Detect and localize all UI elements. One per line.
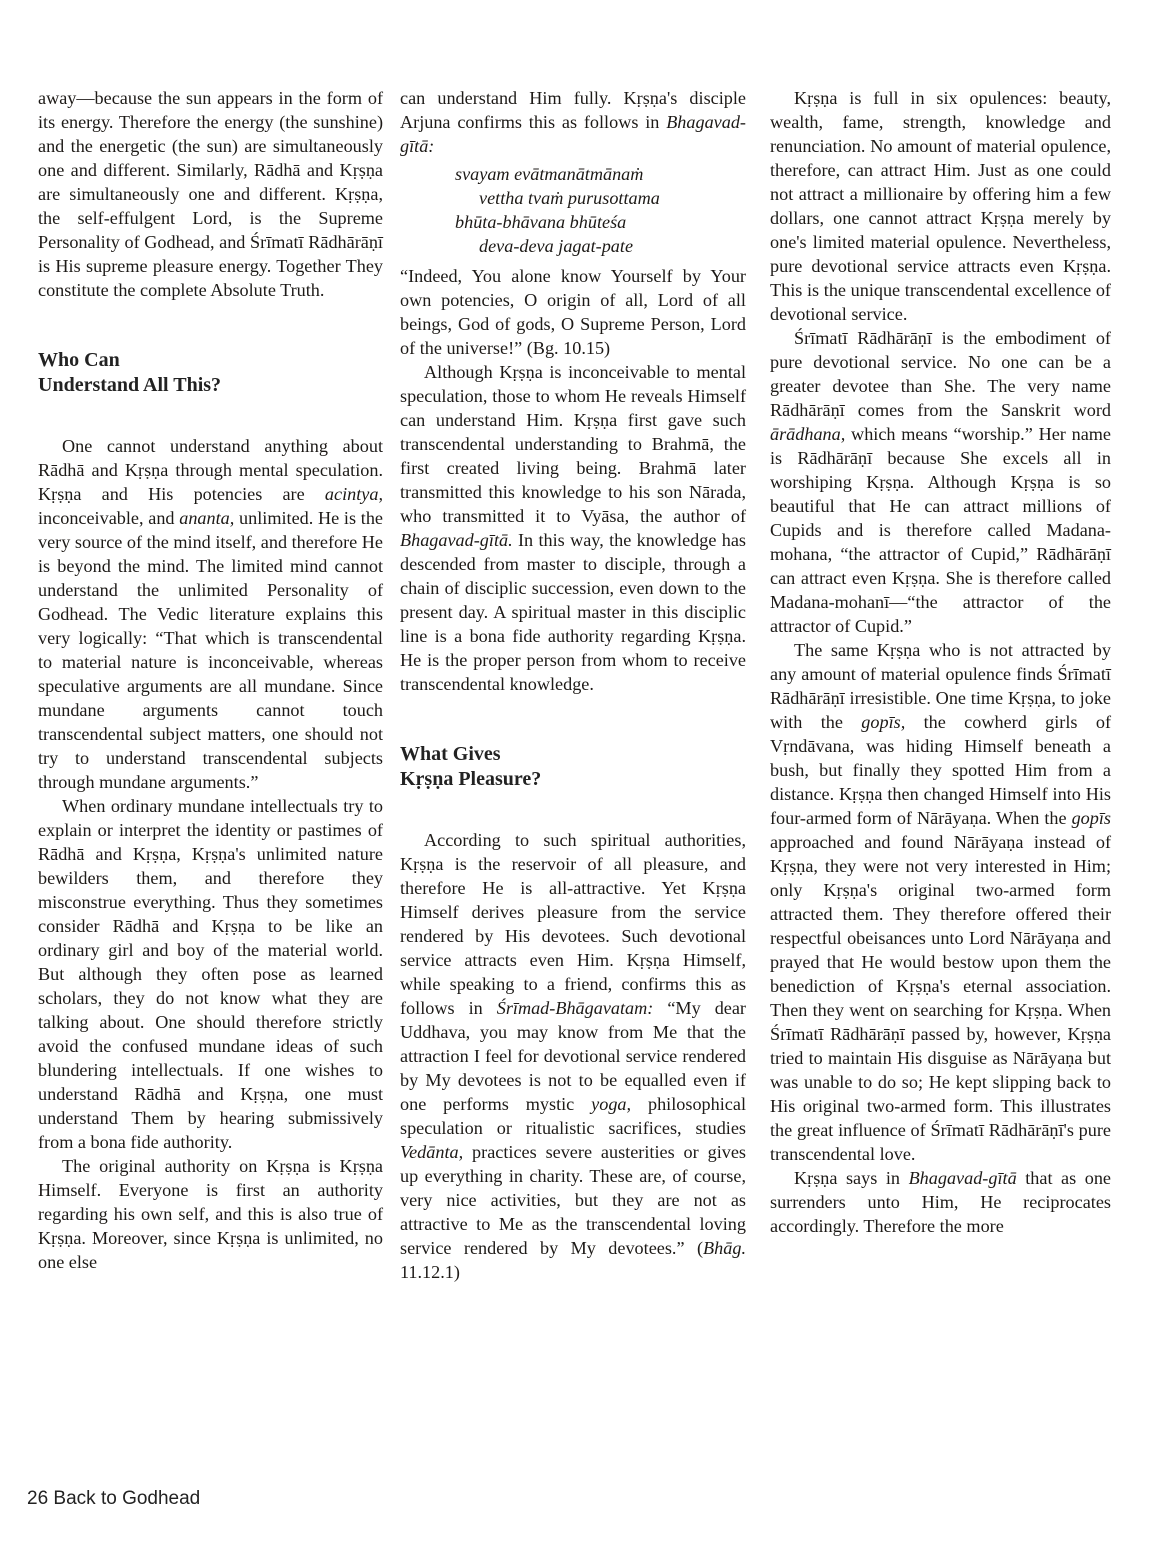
paragraph xyxy=(400,828,746,1284)
italic-text: Bhagavad-gītā. xyxy=(400,530,513,550)
text-run: Kṛṣṇa says in xyxy=(794,1168,909,1188)
italic-text: gopīs xyxy=(1071,808,1111,828)
text-run: When ordinary mundane intellectuals try to explain or interpret the identity or pastimes of Rādhā and Kṛṣṇa, Kṛṣṇa's unlimited nature bewilders them, and therefore they misconstrue everything. Thus they sometimes consider Rādhā and Kṛṣṇa to be like an ordinary girl and boy of the material world. But although they often pose as learned scholars, they do not know what they are talking about. One should therefore strictly avoid the confused mundane ideas of such blundering intellectuals. If one wishes to understand Rādhā and Kṛṣṇa, one must understand Them by hearing submissively from a bona fide authority. xyxy=(38,796,383,1152)
paragraph xyxy=(770,1166,1111,1238)
text-run: inconceivable, and xyxy=(38,508,180,528)
paragraph xyxy=(770,638,1111,1166)
italic-text: acintya, xyxy=(324,484,383,504)
text-run: In this way, the knowledge has descended from master to disciple, through a chain of disciplic succession, even down to the present day. A spiritual master in this disciplic line is a bona fide authority regarding Kṛṣṇa. He is the proper person from whom to receive transcendental knowledge. xyxy=(400,530,746,694)
heading-line: Who Can xyxy=(38,349,120,371)
italic-text: Śrīmad-Bhāgavatam: xyxy=(496,998,654,1018)
text-run: which means “worship.” Her name is Rādhārāṇī because She excels all in worshiping Kṛṣṇa. Although Kṛṣṇa is so beautiful that He can attract millions of Cupids and is therefore called Madana-mohana, “the attractor of Cupid,” Rādhārāṇī can attract even Kṛṣṇa. She is therefore called Madana-mohanī—“the attractor of the attractor of Cupid.” xyxy=(770,424,1111,636)
text-run: The same Kṛṣṇa who is not attracted by any amount of material opulence finds Śrīmatī Rādhārāṇī irresistible. One time Kṛṣṇa, to joke with the xyxy=(770,640,1111,732)
text-run: Śrīmatī Rādhārāṇī is the embodiment of pure devotional service. No one can be a greater devotee than She. The very name Rādhārāṇī comes from the Sanskrit word xyxy=(770,328,1111,420)
text-run: “My dear Uddhava, you may know from Me that the attraction I feel for devotional service rendered by My devotees is not to be equalled even if one performs mystic xyxy=(400,998,746,1114)
heading-line: What Gives xyxy=(400,743,501,765)
text-run: away—because the sun appears in the form of its energy. Therefore the energy (the sunshine) and the energetic (the sun) are simultaneously one and different. Similarly, Rādhā and Kṛṣṇa are simultaneously one and different. Kṛṣṇa, the self-effulgent Lord, is the Supreme Personality of Godhead, and Śrīmatī Rādhārāṇī is His supreme pleasure energy. Together They constitute the complete Absolute Truth. xyxy=(38,88,383,300)
text-run: can understand Him fully. Kṛṣṇa's disciple Arjuna confirms this as follows in xyxy=(400,88,746,132)
paragraph xyxy=(400,264,746,360)
text-run: philosophical speculation or ritualistic sacrifices, studies xyxy=(400,1094,746,1138)
text-run: unlimited. He is the very source of the mind itself, and therefore He is beyond the mind. The limited mind cannot understand the unlimited Personality of Godhead. The Vedic literature explains this very logically: “That which is transcendental to material nature is inconceivable, whereas speculative arguments are all mundane. Since mundane arguments cannot touch transcendental subject matters, one should not try to understand transcendental subjects through mundane arguments.” xyxy=(38,508,383,792)
italic-text: Bhagavad-gītā xyxy=(908,1168,1017,1188)
text-run: According to such spiritual authorities, Kṛṣṇa is the reservoir of all pleasure, and therefore He is all-attractive. Yet Kṛṣṇa Himself derives pleasure from the service rendered by His devotees. Such devotional service attracts even Him. Kṛṣṇa Himself, while speaking to a friend, confirms this as follows in xyxy=(400,830,746,1018)
paragraph xyxy=(770,326,1111,638)
text-run: One cannot understand anything about Rādhā and Kṛṣṇa through mental speculation. Kṛṣṇa and His potencies are xyxy=(38,436,383,504)
italic-text: ananta, xyxy=(179,508,235,528)
paragraph xyxy=(400,86,746,158)
publication-name: Back to Godhead xyxy=(53,1488,201,1509)
page-footer xyxy=(27,1488,200,1510)
paragraph xyxy=(770,86,1111,326)
page-number: 26 xyxy=(27,1488,49,1509)
heading-line: Understand All This? xyxy=(38,374,222,396)
paragraph xyxy=(38,434,383,794)
italic-text: yoga, xyxy=(591,1094,632,1114)
text-run: The original authority on Kṛṣṇa is Kṛṣṇa Himself. Everyone is first an authority regarding his own self, and this is also true of Kṛṣṇa. Moreover, since Kṛṣṇa is unlimited, no one else xyxy=(38,1156,383,1272)
paragraph xyxy=(38,794,383,1154)
verse-line: svayam evātmanātmānaṁ xyxy=(455,164,644,184)
verse-line: deva-deva jagat-pate xyxy=(479,236,634,256)
text-run: the cowherd girls of Vṛndāvana, was hiding Himself beneath a bush, but finally they spotted Him from a distance. Kṛṣṇa then changed Himself into His four-armed form of Nārāyaṇa. When the xyxy=(770,712,1111,828)
italic-text: Bhāg. xyxy=(703,1238,746,1258)
text-run: Although Kṛṣṇa is inconceivable to mental speculation, those to whom He reveals Himself can understand Him. Kṛṣṇa first gave such transcendental understanding to Brahmā, the first created living being. Brahmā later transmitted this knowledge to his son Nārada, who transmitted it to Vyāsa, the author of xyxy=(400,362,746,526)
verse-quote xyxy=(400,162,746,258)
text-run: practices severe austerities or gives up everything in charity. These are, of course, very nice activities, but they are not as attractive to Me as the transcendental loving service rendered by My devotees.” ( xyxy=(400,1142,746,1258)
paragraph xyxy=(38,1154,383,1274)
verse-line: vettha tvaṁ purusottama xyxy=(479,188,660,208)
text-run: “Indeed, You alone know Yourself by Your own potencies, O origin of all, Lord of all beings, God of gods, O Supreme Person, Lord of the universe!” (Bg. 10.15) xyxy=(400,266,746,358)
text-run: Kṛṣṇa is full in six opulences: beauty, wealth, fame, strength, knowledge and renunciation. No amount of material opulence, therefore, can attract Him. Just as one could not attract a millionaire by offering him a few dollars, one cannot attract Kṛṣṇa merely by one's limited material opulence. Nevertheless, pure devotional service attracts even Kṛṣṇa. This is the unique transcendental excellence of devotional service. xyxy=(770,88,1111,324)
italic-text: gopīs, xyxy=(861,712,906,732)
text-column-3 xyxy=(770,86,1111,1238)
italic-text: Vedānta, xyxy=(400,1142,464,1162)
text-run: 11.12.1) xyxy=(400,1262,460,1282)
text-column-2 xyxy=(400,86,746,1284)
italic-text: Bhagavad-gītā: xyxy=(400,112,746,156)
section-heading xyxy=(38,348,383,398)
paragraph xyxy=(400,360,746,696)
text-column-1 xyxy=(38,86,383,1274)
heading-line: Kṛṣṇa Pleasure? xyxy=(400,768,542,790)
text-run: that as one surrenders unto Him, He reciprocates accordingly. Therefore the more xyxy=(770,1168,1112,1236)
verse-line: bhūta-bhāvana bhūteśa xyxy=(455,212,627,232)
section-heading xyxy=(400,742,746,792)
paragraph xyxy=(38,86,383,302)
italic-text: ārādhana, xyxy=(770,424,846,444)
text-run: approached and found Nārāyaṇa instead of Kṛṣṇa, they were not very interested in Him; only Kṛṣṇa's original two-armed form attracted them. They therefore offered their respectful obeisances unto Lord Nārāyaṇa and prayed that He would bestow upon them the benediction of Kṛṣṇa's eternal association. Then they went on searching for Kṛṣṇa. When Śrīmatī Rādhārāṇī passed by, however, Kṛṣṇa tried to maintain His disguise as Nārāyaṇa but was unable to do so; He kept slipping back to His original two-armed form. This illustrates the great influence of Śrīmatī Rādhārāṇī's pure transcendental love. xyxy=(770,832,1111,1164)
